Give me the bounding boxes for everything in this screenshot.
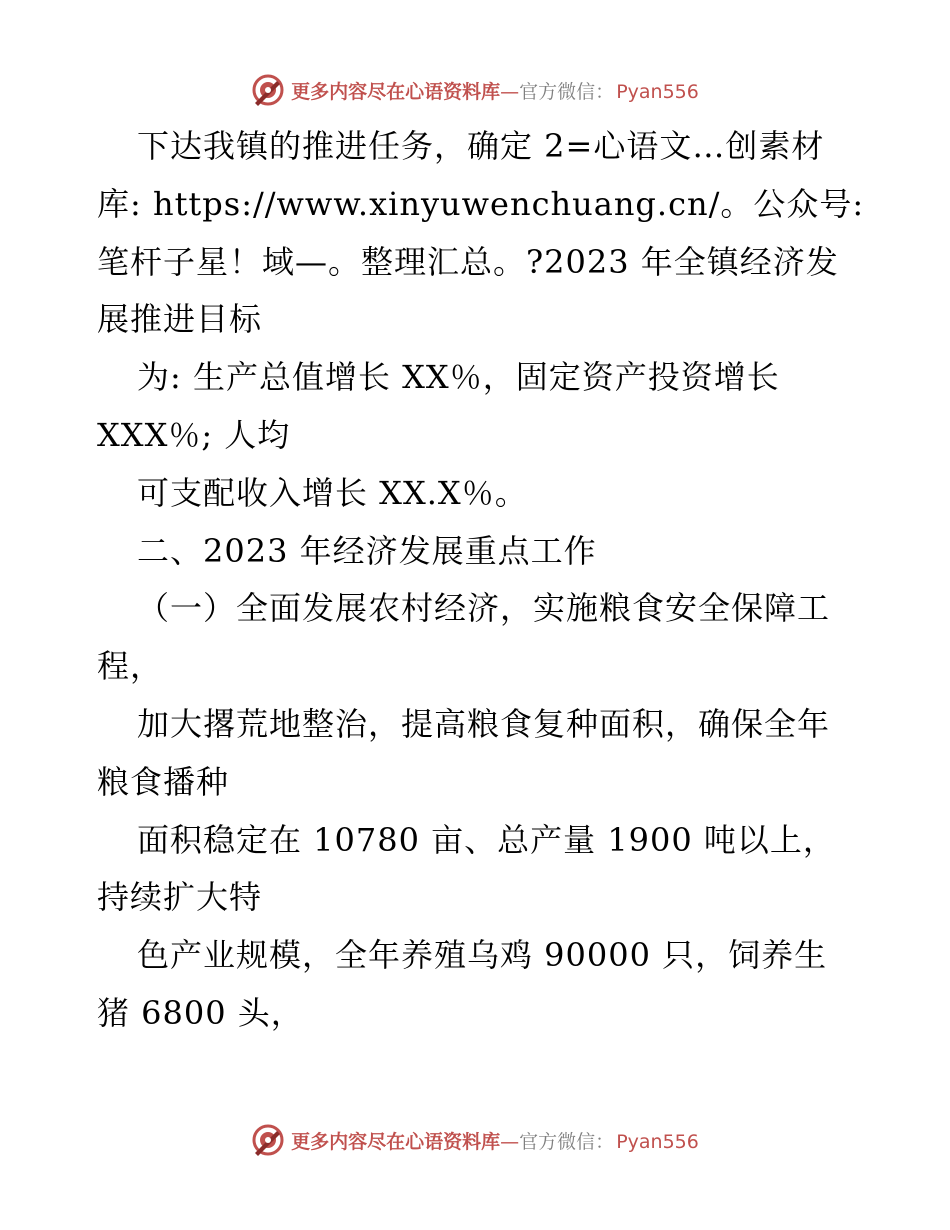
body-line: XXX％; 人均 (97, 415, 291, 454)
body-line: 下达我镇的推进任务，确定 2=心语文…创素材 (137, 127, 825, 165)
banner-wechat-label: 官方微信： (519, 1130, 615, 1153)
banner-dash: — (500, 1130, 520, 1153)
body-line: 程， (97, 647, 164, 686)
body-line: 展推进目标 (97, 300, 263, 339)
banner-dash: — (500, 80, 520, 103)
body-line: 加大撂荒地整治，提高粮食复种面积，确保全年 (137, 704, 831, 743)
subsection-heading: （一）全面发展农村经济，实施粮食安全保障工 (137, 589, 831, 628)
banner-title: 更多内容尽在心语资料库 (291, 80, 501, 103)
footer-banner (0, 1122, 950, 1158)
pen-logo-icon (251, 1123, 285, 1157)
pen-logo-icon (251, 73, 285, 107)
header-banner (0, 72, 950, 108)
banner-wechat-id: Pyan556 (616, 80, 699, 103)
body-line: 粮食播种 (97, 762, 230, 801)
body-line: 色产业规模，全年养殖乌鸡 90000 只，饲养生 (137, 936, 828, 975)
body-line: 可支配收入增长 XX.X％。 (137, 473, 528, 512)
body-line: 库: https://www.xinyuwenchuang.cn/。公众号: (97, 184, 865, 223)
body-line: 猪 6800 头， (97, 993, 304, 1032)
body-line: 笔杆子星！域—。整理汇总。?2023 年全镇经济发 (97, 242, 839, 281)
body-line: 面积稳定在 10780 亩、总产量 1900 吨以上， (137, 820, 836, 859)
banner-wechat-label: 官方微信： (519, 80, 615, 103)
banner-wechat-id: Pyan556 (616, 1130, 699, 1153)
body-line: 持续扩大特 (97, 878, 263, 917)
section-heading: 二、2023 年经济发展重点工作 (137, 531, 597, 570)
document-body (97, 118, 865, 1043)
body-line: 为: 生产总值增长 XX％，固定资产投资增长 (137, 358, 780, 397)
banner-title: 更多内容尽在心语资料库 (291, 1130, 501, 1153)
